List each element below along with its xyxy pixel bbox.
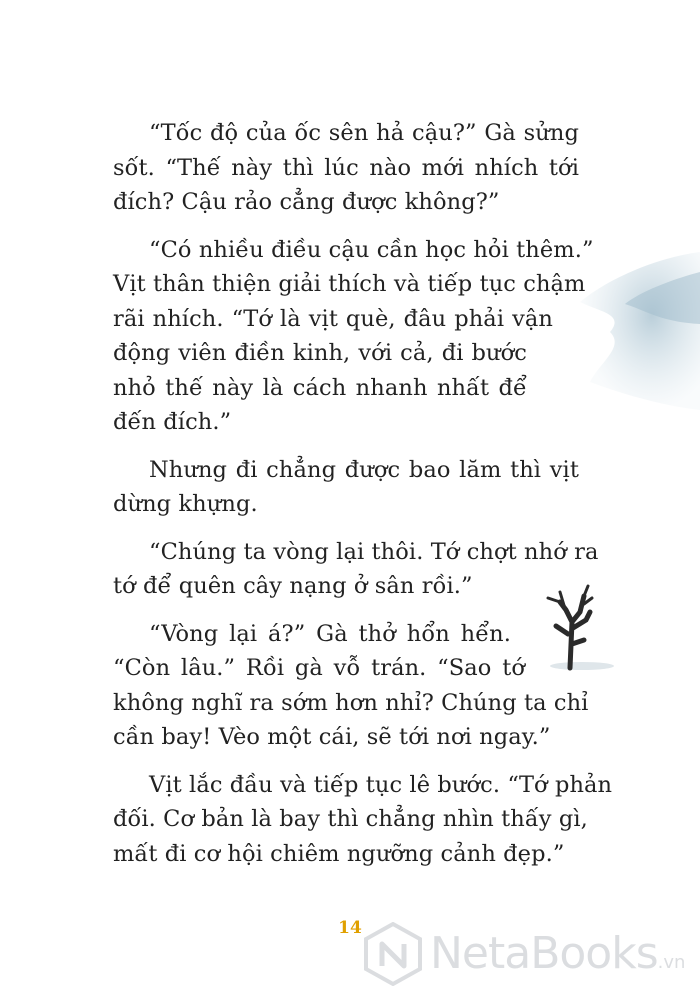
watermark-suffix: .vn xyxy=(657,952,686,973)
story-text xyxy=(113,116,613,884)
paragraph xyxy=(113,617,589,755)
page-number: 14 xyxy=(338,918,362,938)
watermark xyxy=(362,922,692,986)
watermark-text: NetaBooks.vn xyxy=(430,928,686,979)
text-line: rãi nhích. “Tớ là vịt què, đâu phải vận xyxy=(113,305,553,332)
paragraph xyxy=(113,116,579,220)
paragraph xyxy=(113,535,599,604)
text-line: “Có nhiều điều cậu cần học hỏi thêm.” xyxy=(149,236,594,263)
text-line: đích? Cậu rảo cẳng được không?” xyxy=(113,189,500,215)
paragraph xyxy=(113,453,579,522)
text-line: đến đích.” xyxy=(113,409,232,435)
text-line: nhỏ thế này là cách nhanh nhất để xyxy=(113,374,527,401)
text-line: dừng khựng. xyxy=(113,491,258,517)
text-line: không nghĩ ra sớm hơn nhỉ? Chúng ta chỉ xyxy=(113,689,589,716)
text-line: cần bay! Vèo một cái, sẽ tới nơi ngay.” xyxy=(113,724,551,750)
text-line: “Vòng lại á?” Gà thở hổn hển. xyxy=(149,620,511,647)
text-line: đối. Cơ bản là bay thì chẳng nhìn thấy gì, xyxy=(113,806,588,832)
paragraph xyxy=(113,768,613,872)
text-line: Vịt lắc đầu và tiếp tục lê bước. “Tớ phản xyxy=(149,771,613,798)
text-line: Vịt thân thiện giải thích và tiếp tục chậm xyxy=(113,271,586,297)
text-line: động viên điền kinh, với cả, đi bước xyxy=(113,340,527,366)
text-line: tớ để quên cây nạng ở sân rồi.” xyxy=(113,573,473,599)
text-line: “Còn lâu.” Rồi gà vỗ trán. “Sao tớ xyxy=(113,655,525,681)
text-line: “Tốc độ của ốc sên hả cậu?” Gà sửng xyxy=(149,120,579,146)
text-line: Nhưng đi chẳng được bao lăm thì vịt xyxy=(149,456,579,483)
text-line: “Chúng ta vòng lại thôi. Tớ chợt nhớ ra xyxy=(149,538,599,565)
netabooks-logo-icon xyxy=(362,922,424,986)
text-line: mất đi cơ hội chiêm ngưỡng cảnh đẹp.” xyxy=(113,840,565,867)
text-line: sốt. “Thế này thì lúc nào mới nhích tới xyxy=(113,154,579,181)
paragraph xyxy=(113,233,594,440)
